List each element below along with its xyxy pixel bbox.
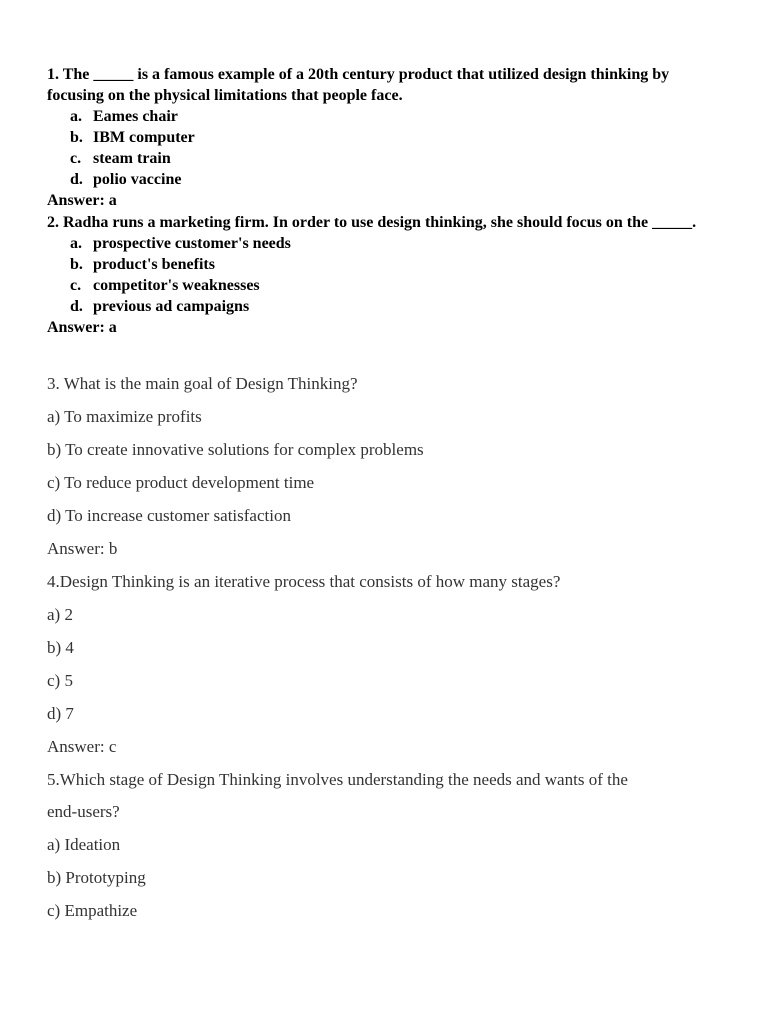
- option-text: IBM computer: [93, 129, 195, 146]
- option-item: [70, 169, 727, 190]
- question-3-answer: Answer: b: [47, 539, 118, 558]
- option-text: steam train: [93, 150, 171, 167]
- question-3-option-a: a) To maximize profits: [47, 407, 202, 426]
- question-4-answer: Answer: c: [47, 737, 117, 756]
- question-2-options: [47, 233, 727, 317]
- option-letter: c.: [70, 277, 82, 294]
- question-5-option-c: c) Empathize: [47, 901, 138, 920]
- question-3-option-b: b) To create innovative solutions for complex problems: [47, 440, 424, 459]
- option-item: [70, 275, 727, 296]
- option-letter: b.: [70, 129, 83, 146]
- option-letter: a.: [70, 108, 82, 125]
- option-letter: d.: [70, 298, 83, 315]
- question-3-text: 3. What is the main goal of Design Thinking?: [47, 374, 358, 393]
- option-letter: b.: [70, 256, 83, 273]
- question-4-option-d: d) 7: [47, 704, 74, 723]
- question-5-text-line-2: end-users?: [47, 802, 120, 821]
- option-item: [70, 106, 727, 127]
- question-5-option-b: b) Prototyping: [47, 868, 146, 887]
- question-1-answer: Answer: a: [47, 192, 117, 209]
- option-item: [70, 127, 727, 148]
- question-4-option-c: c) 5: [47, 671, 73, 690]
- question-1-text: 1. The _____ is a famous example of a 20th century product that utilized design thinking by focusing on the physical limitations that people face.: [47, 66, 670, 104]
- option-item: [70, 254, 727, 275]
- option-item: [70, 148, 727, 169]
- question-2-answer: Answer: a: [47, 319, 117, 336]
- question-1-options: [47, 106, 727, 190]
- option-text: product's benefits: [93, 256, 215, 273]
- question-4-text: 4.Design Thinking is an iterative process that consists of how many stages?: [47, 572, 561, 591]
- option-letter: a.: [70, 235, 82, 252]
- option-item: [70, 296, 727, 317]
- plain-questions: [47, 372, 727, 932]
- option-text: previous ad campaigns: [93, 298, 250, 315]
- question-1: [47, 64, 727, 211]
- option-item: [70, 233, 727, 254]
- question-2-text: 2. Radha runs a marketing firm. In order to use design thinking, she should focus on the _____.: [47, 214, 697, 231]
- option-text: Eames chair: [93, 108, 178, 125]
- question-2: [47, 212, 727, 338]
- option-text: polio vaccine: [93, 171, 182, 188]
- question-5-text-line-1: 5.Which stage of Design Thinking involves understanding the needs and wants of the: [47, 770, 628, 789]
- question-3-option-d: d) To increase customer satisfaction: [47, 506, 291, 525]
- option-letter: c.: [70, 150, 82, 167]
- option-text: prospective customer's needs: [93, 235, 291, 252]
- question-4-option-a: a) 2: [47, 605, 73, 624]
- option-text: competitor's weaknesses: [93, 277, 260, 294]
- question-3-option-c: c) To reduce product development time: [47, 473, 315, 492]
- option-letter: d.: [70, 171, 83, 188]
- question-5-option-a: a) Ideation: [47, 835, 121, 854]
- question-4-option-b: b) 4: [47, 638, 74, 657]
